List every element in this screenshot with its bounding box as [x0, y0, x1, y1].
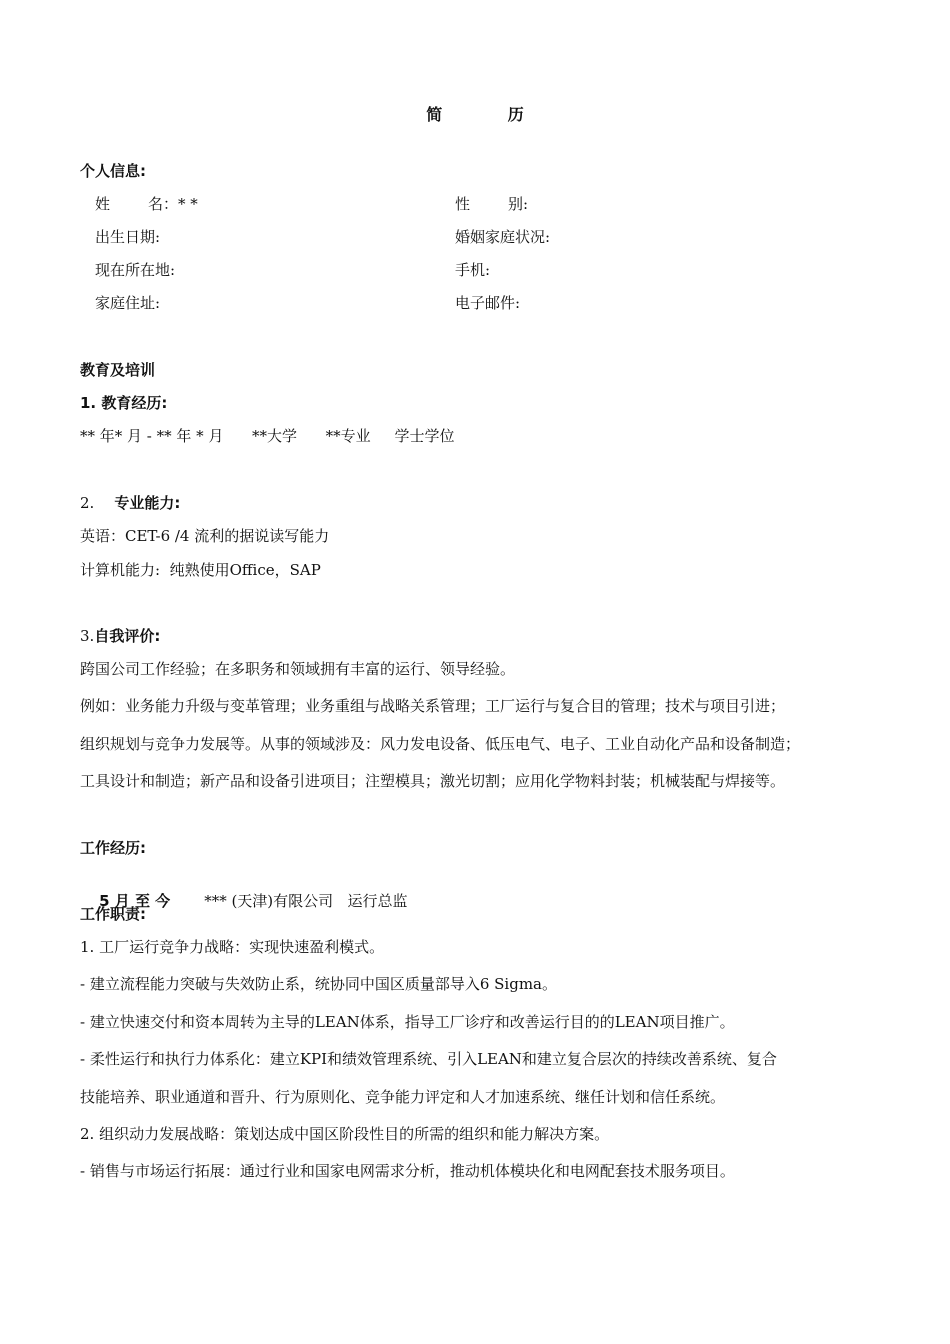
- english-skill: 英语：CET-6 /4 流利的据说读写能力: [80, 527, 330, 545]
- gender-label: 性: [455, 195, 471, 213]
- skills-heading: [80, 493, 180, 513]
- education-entry: ** 年* 月 - ** 年 * 月 **大学 **专业 学士学位: [80, 427, 455, 445]
- skills-heading-number: 2.: [80, 494, 95, 512]
- duty-line: - 柔性运行和执行力体系化：建立KPI和绩效管理系统、引入LEAN和建立复合层次的持续改善系统、复合: [80, 1050, 777, 1068]
- computer-skill: 计算机能力: 纯熟使用Office，SAP: [80, 561, 321, 579]
- work-company: *** (天津)有限公司 运行总监: [204, 892, 408, 910]
- duty-line: - 建立流程能力突破与失效防止系，统协同中国区质量部导入6 Sigma。: [80, 975, 557, 993]
- skills-heading-text: 专业能力:: [114, 494, 181, 512]
- duty-line: 2. 组织动力发展战略：策划达成中国区阶段性目的所需的组织和能力解决方案。: [80, 1125, 610, 1143]
- name-field: [95, 194, 198, 214]
- duty-line: - 建立快速交付和资本周转为主导的LEAN体系，指导工厂诊疗和改善运行目的的LEAN项目推广。: [80, 1013, 735, 1031]
- self-evaluation-heading: [80, 626, 160, 646]
- home-address-label: 家庭住址:: [95, 294, 161, 312]
- duties-heading: 工作职责:: [80, 905, 146, 923]
- personal-info-heading: 个人信息:: [80, 162, 146, 180]
- self-evaluation-line: 例如：业务能力升级与变革管理；业务重组与战略关系管理；工厂运行与复合目的管理；技术与项目引进；: [80, 697, 786, 715]
- phone-label: 手机:: [455, 261, 491, 279]
- birth-date-label: 出生日期:: [95, 228, 161, 246]
- duty-line: 1. 工厂运行竞争力战略：实现快速盈利模式。: [80, 938, 385, 956]
- name-label: 姓: [95, 195, 111, 213]
- gender-label-2: 别:: [508, 195, 529, 213]
- name-value: * *: [178, 195, 198, 213]
- self-evaluation-number: 3.: [80, 627, 95, 645]
- work-experience-heading: 工作经历:: [80, 839, 146, 857]
- work-period: 5 月 至 今: [99, 892, 171, 910]
- marital-status-label: 婚姻家庭状况:: [455, 228, 551, 246]
- email-label: 电子邮件:: [455, 294, 521, 312]
- self-evaluation-line: 工具设计和制造；新产品和设备引进项目；注塑模具；激光切割；应用化学物料封装；机械装配与焊接等。: [80, 772, 786, 790]
- name-label-2: 名：: [148, 195, 179, 213]
- education-heading: 教育及培训: [80, 361, 156, 379]
- page-title: 简 历: [426, 105, 554, 124]
- education-history-heading: 1. 教育经历:: [80, 394, 168, 412]
- gender-field: [455, 194, 528, 214]
- self-evaluation-line: 组织规划与竞争力发展等。从事的领域涉及：风力发电设备、低压电气、电子、工业自动化产品和设备制造；: [80, 735, 801, 753]
- duty-line: 技能培养、职业通道和晋升、行为原则化、竞争能力评定和人才加速系统、继任计划和信任系统。: [80, 1088, 726, 1106]
- self-evaluation-line: 跨国公司工作经验；在多职务和领域拥有丰富的运行、领导经验。: [80, 660, 516, 678]
- current-location-label: 现在所在地:: [95, 261, 176, 279]
- duty-line: - 销售与市场运行拓展：通过行业和国家电网需求分析，推动机体模块化和电网配套技术服务项目。: [80, 1162, 735, 1180]
- self-evaluation-heading-text: 自我评价:: [94, 627, 161, 645]
